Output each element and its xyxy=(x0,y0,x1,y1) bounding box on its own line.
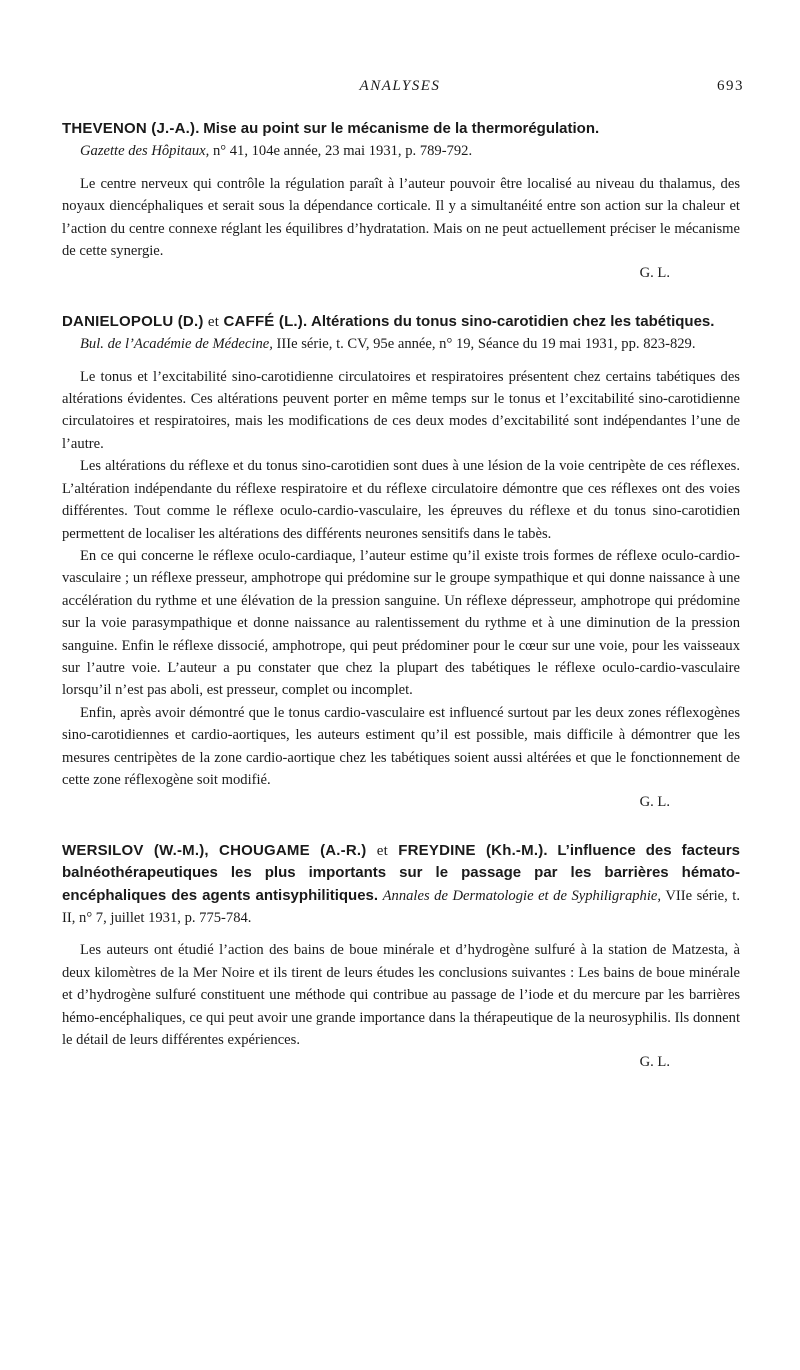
running-title: ANALYSES xyxy=(359,78,441,94)
running-header xyxy=(0,78,800,98)
abstract-paragraph: Le centre nerveux qui contrôle la régulation paraît à l’auteur pouvoir être localisé au niveau du thalamus, des noyaux diencéphaliques et serait sous la dépendance corticale. Il y a simultanéité entre son action sur la chaleur et l’action du centre connexe réglant les équilibres d’hydratation. Mais on ne peut actuellement préciser le mécanisme de cette synergie. xyxy=(62,175,740,260)
article-title: Altérations du tonus sino-carotidien chez les tabétiques. xyxy=(311,312,715,330)
article-citation xyxy=(62,333,740,355)
abstract-paragraph: Le tonus et l’excitabilité sino-carotidienne circulatoires et respiratoires présentent chez certains tabétiques des altérations évidentes. Ces altérations peuvent porter en même temps sur le tonus et l’excitabilité sino-carotidienne circulatoires et respiratoires, mais les modifications de ces deux modes d’excitabilité sont indépendantes l’une de l’autre. xyxy=(62,368,740,452)
article-danielopolu xyxy=(62,311,740,814)
citation-journal: Bul. de l’Académie de Médecine, xyxy=(80,336,273,353)
article-authors xyxy=(62,313,307,330)
article-authors: THEVENON (J.-A.). xyxy=(62,120,200,137)
article-title: Mise au point sur le mécanisme de la thermorégulation. xyxy=(203,120,600,137)
reviewer-signature: G. L. xyxy=(639,1054,670,1071)
citation-details: VIIe série, t. II, n° 7, juillet 1931, p. 775-784. xyxy=(62,887,741,926)
citation-details: n° 41, 104e année, 23 mai 1931, p. 789-792. xyxy=(212,143,473,160)
article-title: L’influence des facteurs balnéothérapeutiques les plus importants sur le passage par les barrières hémato-encéphaliques des agents antisyphilitiques. xyxy=(62,841,741,904)
reviewer-signature: G. L. xyxy=(639,794,670,811)
reviewer-signature: G. L. xyxy=(639,265,670,282)
citation-journal: Annales de Dermatologie et de Syphiligraphie, xyxy=(382,887,662,904)
abstract-paragraph: Les auteurs ont étudié l’action des bains de boue minérale et d’hydrogène sulfuré à la station de Matzesta, à deux kilomètres de la Mer Noire et ils tirent de leurs études les conclusions suivantes : Les bains de boue minérale et d’hydrogène sulfuré constituent une méthode qui contribue au passage de l’iode et du mercure par les barrières hémo-encéphaliques, ce qui peut avoir une grande importance dans la thérapeutique de la neurosyphilis. Ils donnent le détail de leurs différentes expériences. xyxy=(62,942,740,1049)
article-wersilov xyxy=(62,840,740,1074)
last-author: FREYDINE (Kh.-M.). xyxy=(398,841,548,859)
citation-details: IIIe série, t. CV, 95e année, n° 19, Séance du 19 mai 1931, pp. 823-829. xyxy=(276,336,696,353)
article-header xyxy=(62,840,740,930)
author-connector: et xyxy=(376,842,388,859)
article-list xyxy=(62,118,740,1074)
article-header xyxy=(62,311,740,356)
article-header xyxy=(62,118,740,163)
first-authors: WERSILOV (W.-M.), CHOUGAME (A.-R.) xyxy=(62,841,367,859)
author-connector: et xyxy=(207,313,220,330)
abstract-paragraph: Les altérations du réflexe et du tonus sino-carotidien sont dues à une lésion de la voie centripète de ces réflexes. L’altération indépendante du réflexe respiratoire et du réflexe circulatoire démontre que ces réflexes ont des voies différentes. Tout comme le réflexe oculo-cardio-vasculaire, les épreuves du réflexe et du tonus sino-carotidien permettent de localiser les altérations des différents neurones sensitifs dans le tabès. xyxy=(62,458,740,542)
abstract-paragraph: Enfin, après avoir démontré que le tonus cardio-vasculaire est influencé surtout par les deux zones réflexogènes sino-carotidiennes et cardio-aortiques, les auteurs estiment qu’il est possible, mais difficile à démontrer que les mesures centripètes de la zone cardio-aortique chez les tabétiques soient aussi altérées et que le fonctionnement de cette zone réflexogène soit modifié. xyxy=(62,704,740,788)
page-number: 693 xyxy=(717,78,744,94)
article-citation xyxy=(62,140,740,162)
article-authors xyxy=(62,842,548,859)
abstract-paragraph: En ce qui concerne le réflexe oculo-cardiaque, l’auteur estime qu’il existe trois formes de réflexe oculo-cardio-vasculaire ; un réflexe presseur, amphotrope qui prédomine sur le groupe sympathique et qui donne naissance à une accélération du rythme et une élévation de la pression sanguine. Un réflexe dépresseur, amphotrope qui prédomine sur la voie parasympathique et donne naissance au ralentissement du rythme et à une diminution de la pression sanguine. Enfin le réflexe dissocié, amphotrope, qui peut prédominer pour le cœur sur une voie, pour les vaisseaux sur l’autre voie. L’auteur a pu constater que chez la plupart des tabétiques le réflexe oculo-cardio-vasculaire lorsqu’il n’est pas aboli, est presseur, complet ou incomplet. xyxy=(62,547,740,699)
second-author: CAFFÉ (L.). xyxy=(223,312,308,330)
article-thevenon xyxy=(62,118,740,285)
citation-journal: Gazette des Hôpitaux, xyxy=(80,143,210,160)
first-author: DANIELOPOLU (D.) xyxy=(62,312,204,330)
